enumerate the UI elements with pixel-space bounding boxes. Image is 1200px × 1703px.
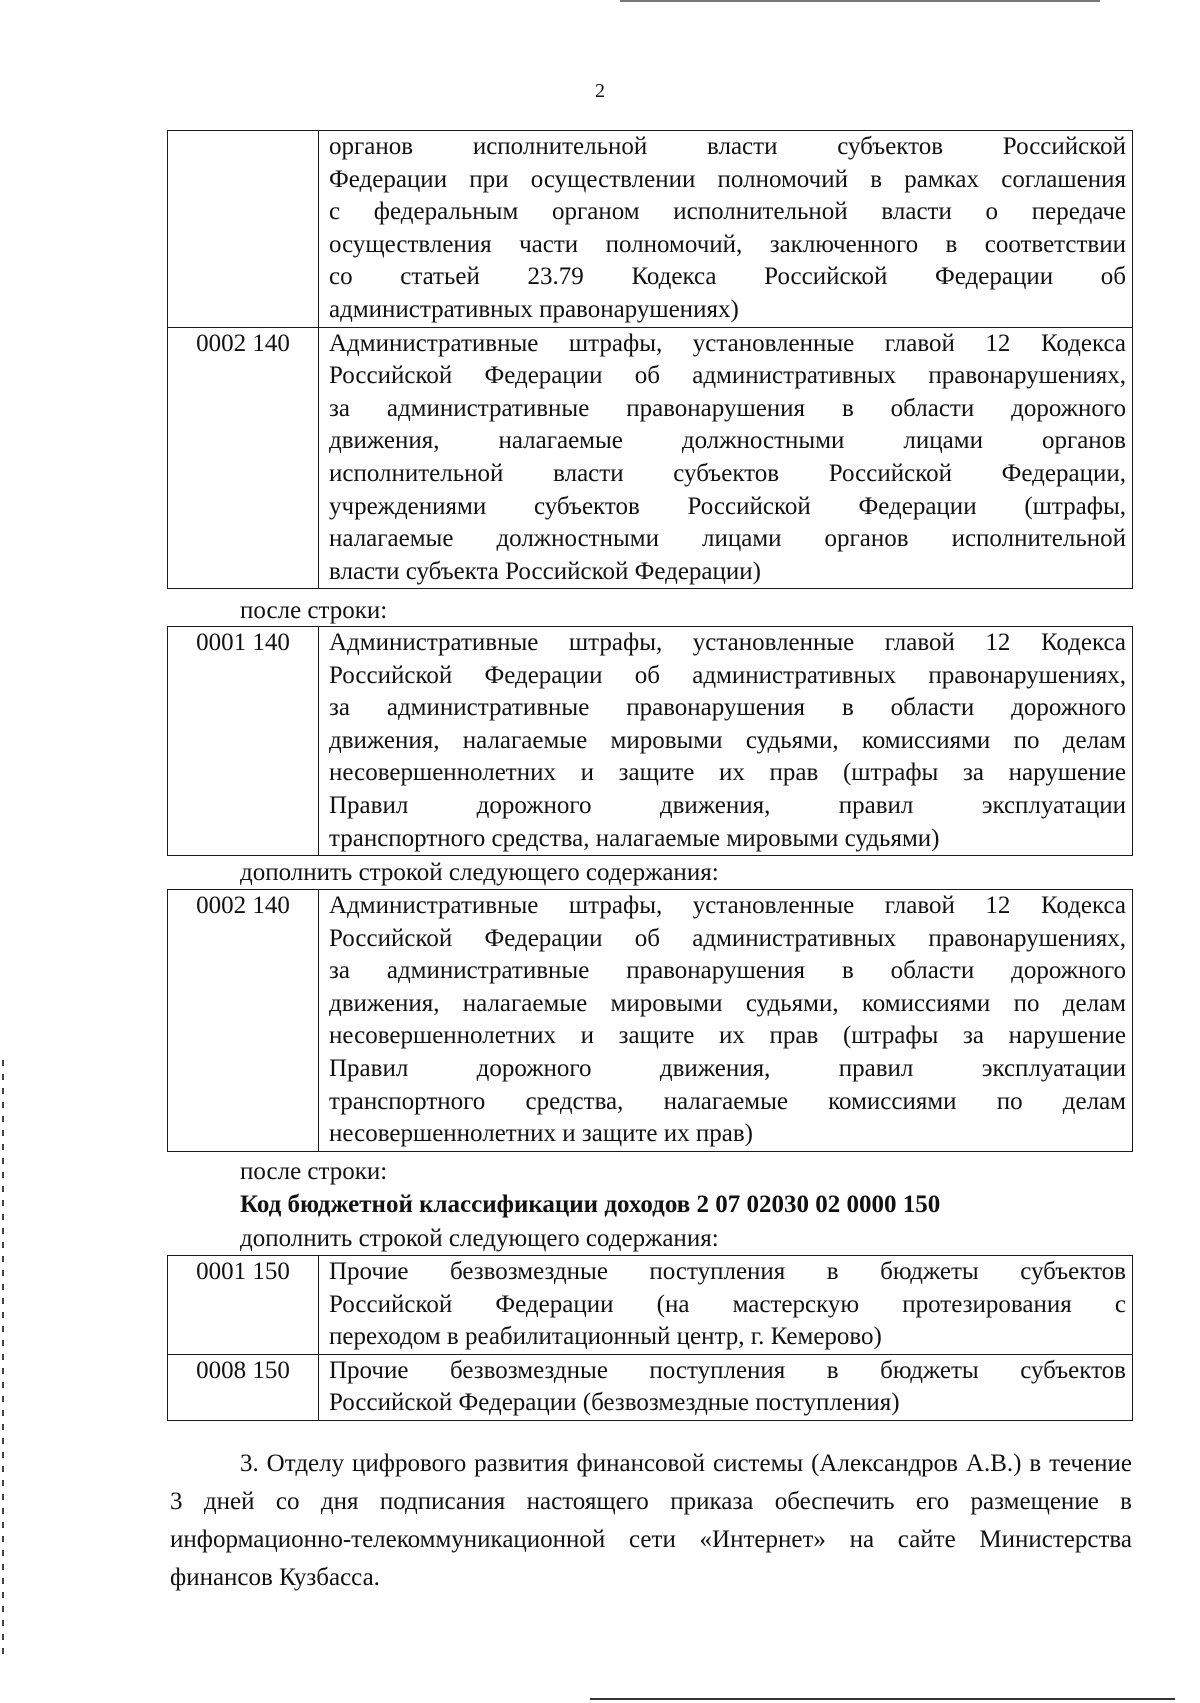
income-description-cell <box>319 1256 1133 1355</box>
income-codes-table-after <box>167 626 1133 856</box>
table-row <box>168 1354 1133 1420</box>
description-line: за административные правонарушения в области дорожного <box>329 957 1126 985</box>
income-codes-table-supplement <box>167 889 1133 1152</box>
description-line: транспортного средства, налагаемые мировыми судьями) <box>329 824 940 852</box>
description-line: административных правонарушениях) <box>329 295 739 323</box>
income-code-cell <box>168 131 319 328</box>
table-row <box>168 1256 1133 1355</box>
description-line: осуществления части полномочий, заключенного в соответствии <box>329 230 1126 258</box>
description-line: Российской Федерации об административных правонарушениях, <box>329 661 1126 689</box>
income-codes-table-free-receipts <box>167 1255 1133 1421</box>
description-line: Правил дорожного движения, правил эксплуатации <box>329 1054 1126 1082</box>
description-line: Административные штрафы, установленные главой 12 Кодекса <box>329 892 1126 919</box>
table-row <box>168 890 1133 1152</box>
income-description-cell <box>319 890 1133 1152</box>
description-line: учреждениями субъектов Российской Федерации (штрафы, <box>329 492 1126 520</box>
description-line: Прочие безвозмездные поступления в бюджеты субъектов <box>329 1258 1126 1285</box>
description-line: исполнительной власти субъектов Российской Федерации, <box>329 459 1126 487</box>
supplement-label-2: дополнить строкой следующего содержания: <box>240 1225 719 1252</box>
description-line: с федеральным органом исполнительной власти о передаче <box>329 198 1126 226</box>
income-code-cell: 0008 150 <box>168 1354 319 1420</box>
income-description-cell <box>319 327 1133 589</box>
description-line: Российской Федерации об административных правонарушениях, <box>329 362 1126 390</box>
description-line: органов исполнительной власти субъектов Российской <box>329 133 1126 160</box>
table-row <box>168 627 1133 856</box>
income-description-cell <box>319 627 1133 856</box>
description-line: Федерации при осуществлении полномочий в рамках соглашения <box>329 165 1126 193</box>
description-line: налагаемые должностными лицами органов исполнительной <box>329 525 1126 553</box>
description-line: несовершеннолетних и защите их прав (штрафы за нарушение <box>329 759 1126 787</box>
paragraph-3: 3. Отделу цифрового развития финансовой системы (Александров А.В.) в течение 3 дней со дня подписания настоящего приказа обеспечить его размещение в информационно-телекоммуникационной сети «Интернет» на сайте Министерства финансов Кузбасса. <box>170 1450 1132 1591</box>
description-line: Российской Федерации об административных правонарушениях, <box>329 924 1126 952</box>
income-description-cell <box>319 1354 1133 1420</box>
description-line: власти субъекта Российской Федерации) <box>329 557 761 585</box>
description-line: движения, налагаемые мировыми судьями, комиссиями по делам <box>329 989 1126 1017</box>
scan-bottom-rule <box>590 1698 1175 1700</box>
description-line: транспортного средства, налагаемые комиссиями по делам <box>329 1087 1126 1115</box>
supplement-label: дополнить строкой следующего содержания: <box>240 859 719 886</box>
description-line: Правил дорожного движения, правил эксплуатации <box>329 791 1126 819</box>
after-row-label: после строки: <box>240 597 388 624</box>
description-line: Прочие безвозмездные поступления в бюджеты субъектов <box>329 1356 1126 1384</box>
scan-left-edge <box>2 1060 4 1660</box>
description-line: движения, налагаемые должностными лицами органов <box>329 427 1126 455</box>
income-description-cell <box>319 131 1133 328</box>
table-row <box>168 131 1133 328</box>
income-code-cell: 0002 140 <box>168 327 319 589</box>
income-code-cell: 0001 150 <box>168 1256 319 1355</box>
description-line: несовершеннолетних и защите их прав (штрафы за нарушение <box>329 1022 1126 1050</box>
page-number: 2 <box>595 80 605 102</box>
income-code-cell: 0002 140 <box>168 890 319 1152</box>
budget-code-heading: Код бюджетной классификации доходов 2 07 02030 02 0000 150 <box>240 1191 941 1218</box>
description-line: Административные штрафы, установленные главой 12 Кодекса <box>329 329 1126 357</box>
after-row-label-2: после строки: <box>240 1158 388 1185</box>
description-line: Российской Федерации (на мастерскую протезирования с <box>329 1290 1126 1318</box>
description-line: Административные штрафы, установленные главой 12 Кодекса <box>329 629 1126 656</box>
income-codes-table-continued <box>167 130 1133 589</box>
description-line: за административные правонарушения в области дорожного <box>329 694 1126 722</box>
description-line: несовершеннолетних и защите их прав) <box>329 1120 753 1148</box>
table-row <box>168 327 1133 589</box>
description-line: переходом в реабилитационный центр, г. Кемерово) <box>329 1323 882 1351</box>
description-line: движения, налагаемые мировыми судьями, комиссиями по делам <box>329 726 1126 754</box>
scan-top-rule <box>620 0 1100 2</box>
description-line: за административные правонарушения в области дорожного <box>329 394 1126 422</box>
description-line: со статьей 23.79 Кодекса Российской Федерации об <box>329 263 1126 291</box>
income-code-cell: 0001 140 <box>168 627 319 856</box>
description-line: Российской Федерации (безвозмездные поступления) <box>329 1389 900 1417</box>
